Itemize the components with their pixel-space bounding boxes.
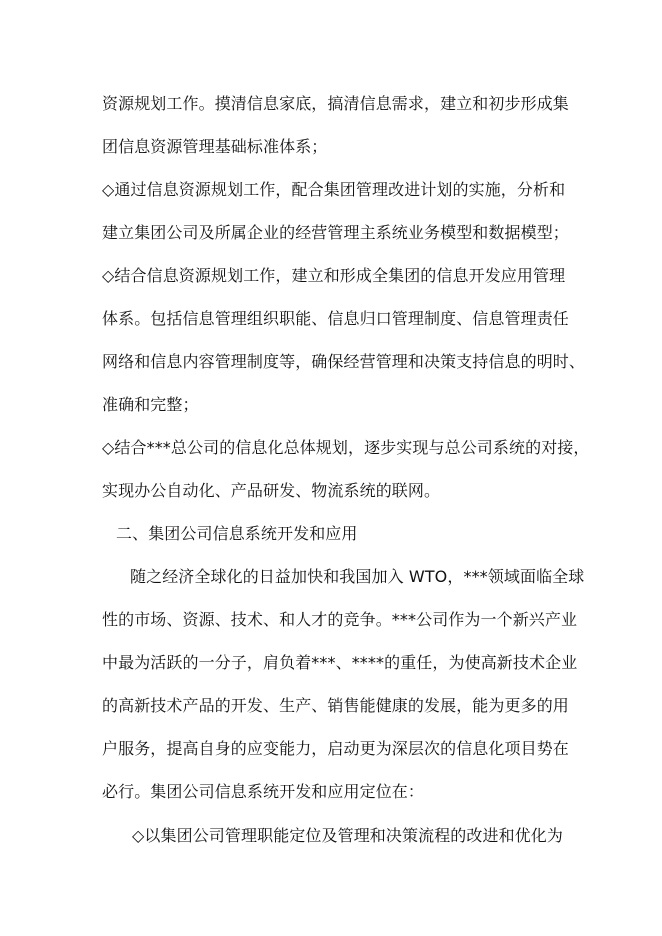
paragraph-line: 建立集团公司及所属企业的经营管理主系统业务模型和数据模型； xyxy=(102,223,569,242)
paragraph-line: 体系。包括信息管理组织职能、信息归口管理制度、信息管理责任 xyxy=(102,309,569,328)
paragraph-line: 中最为活跃的一分子，肩负着***、****的重任，为使高新技术企业 xyxy=(102,653,578,672)
paragraph-line: 的高新技术产品的开发、生产、销售能健康的发展，能为更多的用 xyxy=(102,696,569,715)
bullet-item: ◇结合***总公司的信息化总体规划，逐步实现与总公司系统的对接， xyxy=(102,438,590,457)
paragraph-line: 团信息资源管理基础标准体系； xyxy=(102,137,328,156)
section-heading: 二、集团公司信息系统开发和应用 xyxy=(116,524,358,543)
paragraph-line: 实现办公自动化、产品研发、物流系统的联网。 xyxy=(102,481,441,500)
bullet-item: ◇以集团公司管理职能定位及管理和决策流程的改进和优化为 xyxy=(132,826,564,845)
paragraph-line: 准确和完整； xyxy=(102,395,199,414)
paragraph-line: 资源规划工作。摸清信息家底，搞清信息需求，建立和初步形成集 xyxy=(102,94,569,113)
paragraph-line: 网络和信息内容管理制度等，确保经营管理和决策支持信息的明时、 xyxy=(102,352,586,371)
bullet-item: ◇结合信息资源规划工作，建立和形成全集团的信息开发应用管理 xyxy=(102,266,566,285)
paragraph-line: 必行。集团公司信息系统开发和应用定位在： xyxy=(102,782,425,801)
paragraph-line: 随之经济全球化的日益加快和我国加入 WTO，***领域面临全球 xyxy=(130,567,585,586)
paragraph-line: 户服务，提高自身的应变能力，启动更为深层次的信息化项目势在 xyxy=(102,739,569,758)
bullet-item: ◇通过信息资源规划工作，配合集团管理改进计划的实施，分析和 xyxy=(102,180,566,199)
paragraph-line: 性的市场、资源、技术、和人才的竞争。***公司作为一个新兴产业 xyxy=(102,610,578,629)
